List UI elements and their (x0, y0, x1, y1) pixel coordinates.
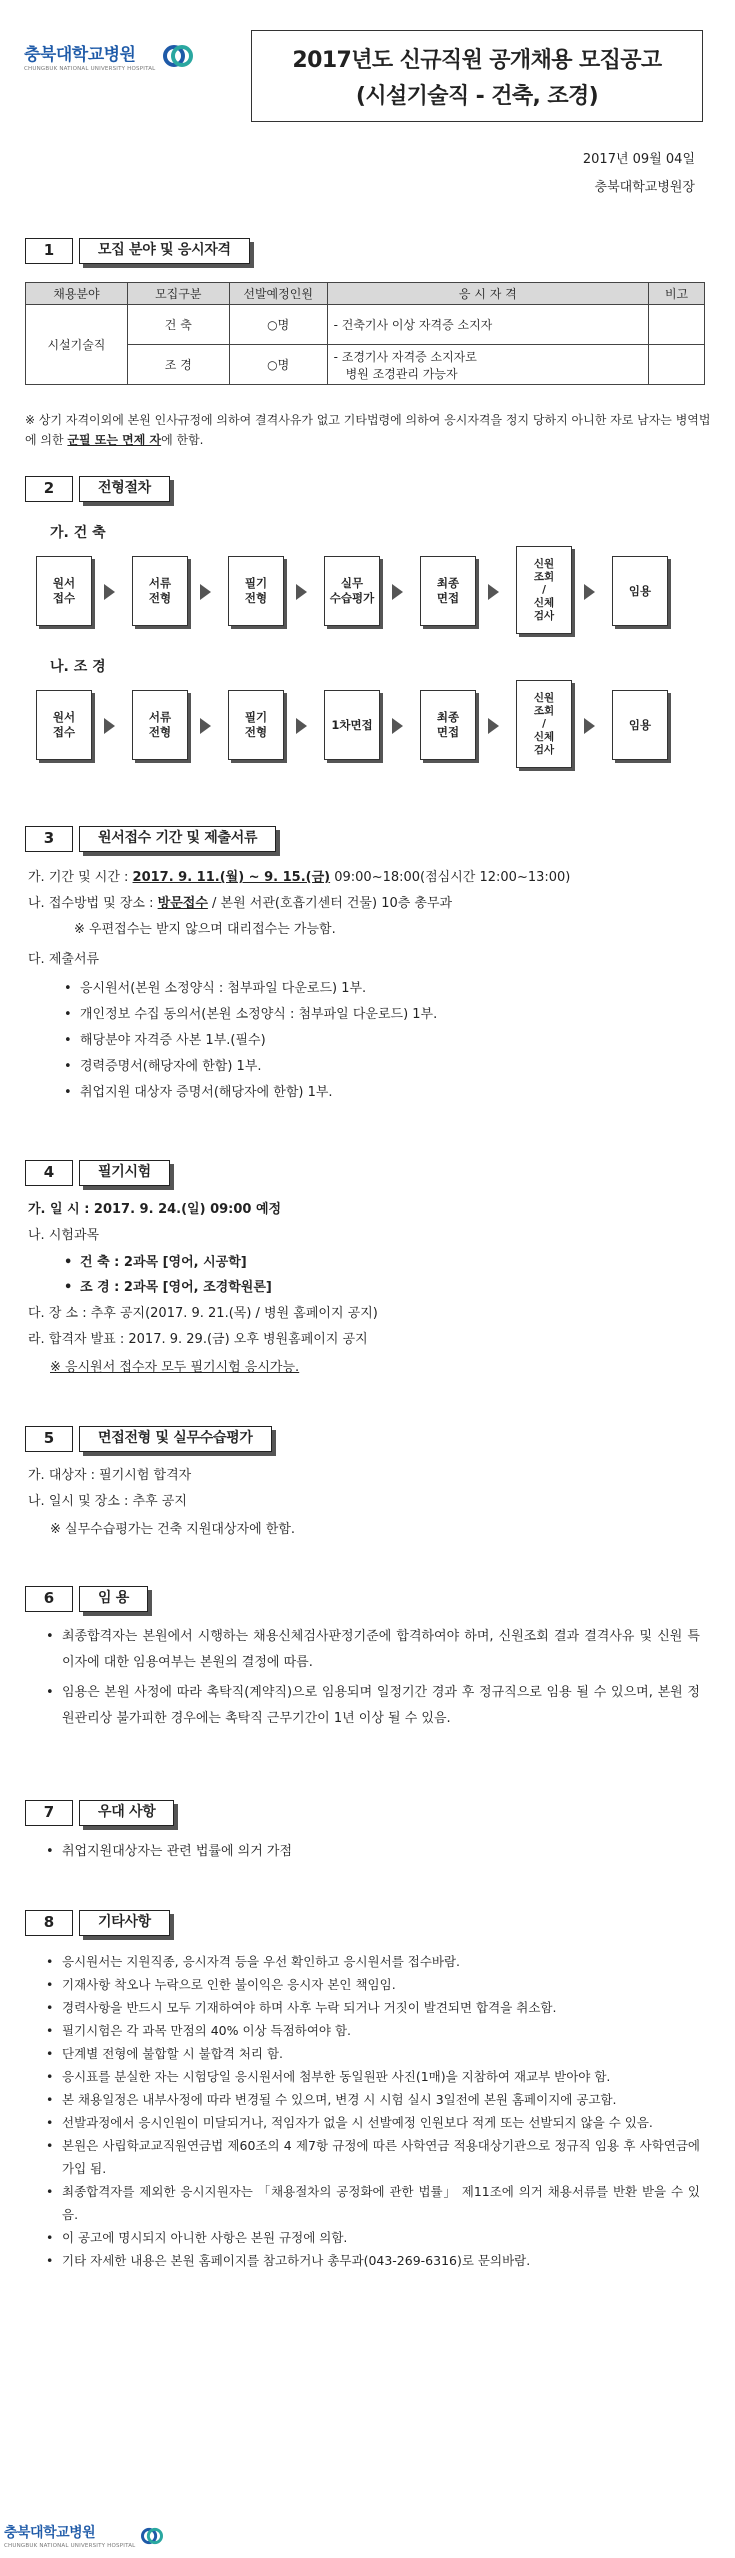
section-title: 임 용 (79, 1586, 148, 1612)
arrow-right-icon (488, 584, 499, 600)
note-cell (649, 345, 705, 385)
process-step: 원서 접수 (36, 556, 92, 626)
documents-label: 다. 제출서류 (28, 952, 100, 967)
list-item: • 개인정보 수집 동의서(본원 소정양식 : 첨부파일 다운로드) 1부. (62, 1002, 702, 1028)
process-step: 최종 면접 (420, 690, 476, 760)
list-item: • 선발과정에서 응시인원이 미달되거나, 적임자가 없을 시 선발예정 인원보다 적게 또는 선발되지 않을 수 있음. (44, 2111, 700, 2134)
process-step: 필기 전형 (228, 690, 284, 760)
section-3-header (25, 826, 276, 854)
footnote-text: 에 한함. (161, 433, 204, 447)
arrow-right-icon (392, 718, 403, 734)
process-step: 임용 (612, 556, 668, 626)
period-label: 가. 기간 및 시간 : (28, 870, 133, 885)
logo-name: 충북대학교병원 (4, 2525, 96, 2541)
section-number: 1 (25, 238, 73, 264)
signer: 충북대학교병원장 (594, 180, 695, 195)
arrow-right-icon (200, 718, 211, 734)
note-cell (649, 305, 705, 345)
period-value: 2017. 9. 11.(월) ~ 9. 15.(금) (132, 870, 331, 885)
announcement-date: 2017년 09월 04일 (582, 152, 695, 167)
list-item: • 응시표를 분실한 자는 시험당일 응시원서에 첨부한 동일원판 사진(1매)을 지참하여 재교부 받아야 함. (44, 2065, 700, 2088)
section-6-header (25, 1586, 148, 1614)
section-4-header (25, 1160, 170, 1188)
arrow-right-icon (296, 584, 307, 600)
method-label: 나. 접수방법 및 장소 : (28, 896, 158, 911)
eligibility-footnote (25, 410, 715, 450)
footer-logo (4, 2522, 163, 2549)
list-item: • 본 채용일정은 내부사정에 따라 변경될 수 있으며, 변경 시 시험 실시 3일전에 본원 홈페이지에 공고함. (44, 2088, 700, 2111)
list-item: • 경력증명서(해당자에 한함) 1부. (62, 1054, 702, 1080)
title-box (251, 30, 703, 122)
table-header: 선발예정인원 (229, 283, 327, 305)
preference-list (44, 1840, 700, 1864)
section-number: 4 (25, 1160, 73, 1186)
section-number: 3 (25, 826, 73, 852)
arrow-right-icon (488, 718, 499, 734)
list-item: • 기타 자세한 내용은 본원 홈페이지를 참고하거나 총무과(043-269-6316)로 문의바람. (44, 2249, 700, 2272)
test-date: 가. 일 시 : 2017. 9. 24.(일) 09:00 예정 (28, 1202, 282, 1217)
process-step: 신원 조회 / 신체 검사 (516, 680, 572, 768)
test-place: 다. 장 소 : 추후 공지(2017. 9. 21.(목) / 병원 홈페이지 공지) (28, 1306, 378, 1321)
logo-subtitle: CHUNGBUK NATIONAL UNIVERSITY HOSPITAL (4, 2543, 136, 2549)
list-item: • 이 공고에 명시되지 아니한 사항은 본원 규정에 의함. (44, 2226, 700, 2249)
section-title: 기타사항 (79, 1910, 170, 1936)
period-time: 09:00~18:00(점심시간 12:00~13:00) (330, 870, 571, 885)
section-number: 7 (25, 1800, 73, 1826)
field-cell: 시설기술직 (26, 305, 128, 385)
list-item: • 필기시험은 각 과목 만점의 40% 이상 득점하여야 함. (44, 2019, 700, 2042)
list-item: • 임용은 본원 사정에 따라 촉탁직(계약직)으로 임용되며 일정기간 경과 후 정규직으로 임용 될 수 있으며, 본원 정원관리상 불가피한 경우에는 촉탁직 근무기간이 1년 이상 될 수 있음. (44, 1680, 700, 1732)
section-2-header (25, 476, 170, 504)
arrow-right-icon (584, 718, 595, 734)
interview-target: 가. 대상자 : 필기시험 합격자 (28, 1468, 192, 1483)
page-header (0, 0, 735, 128)
section-number: 6 (25, 1586, 73, 1612)
qualification-cell (327, 345, 648, 385)
section-1-header (25, 238, 250, 266)
category-cell: 건 축 (127, 305, 229, 345)
process-step: 서류 전형 (132, 556, 188, 626)
arrow-right-icon (296, 718, 307, 734)
section-7-header (25, 1800, 174, 1828)
arrow-right-icon (104, 584, 115, 600)
section-title: 우대 사항 (79, 1800, 174, 1826)
section-number: 8 (25, 1910, 73, 1936)
footnote-emphasis: 군필 또는 면제 자 (67, 433, 162, 447)
table-header-row (26, 283, 705, 305)
table-header: 응 시 자 격 (327, 283, 648, 305)
table-row (26, 305, 705, 345)
documents-list (62, 976, 702, 1106)
appointment-list (44, 1624, 700, 1732)
method-rest: / 본원 서관(호흡기센터 건물) 10층 총무과 (207, 896, 453, 911)
list-item: • 최종합격자를 제외한 응시지원자는 「채용절차의 공정화에 관한 법률」 제11조에 의거 채용서류를 반환 받을 수 있음. (44, 2180, 700, 2226)
section-5-header (25, 1426, 272, 1454)
process-step: 서류 전형 (132, 690, 188, 760)
interview-note: ※ 실무수습평가는 건축 지원대상자에 한함. (50, 1522, 296, 1537)
list-item: • 취업지원 대상자 증명서(해당자에 한함) 1부. (62, 1080, 702, 1106)
hospital-emblem-icon (163, 41, 193, 71)
arrow-right-icon (584, 584, 595, 600)
list-item: • 기재사항 착오나 누락으로 인한 불이익은 응시자 본인 책임임. (44, 1973, 700, 1996)
section-title: 원서접수 기간 및 제출서류 (79, 826, 276, 852)
process-step: 최종 면접 (420, 556, 476, 626)
section-title: 전형절차 (79, 476, 170, 502)
application-method (28, 894, 452, 914)
logo-subtitle: CHUNGBUK NATIONAL UNIVERSITY HOSPITAL (24, 66, 156, 72)
section-number: 2 (25, 476, 73, 502)
process-step: 1차면접 (324, 690, 380, 760)
page-title: 2017년도 신규직원 공개채용 모집공고 (292, 48, 662, 73)
process-flow-architecture (36, 556, 716, 626)
process-step: 임용 (612, 690, 668, 760)
process-step: 원서 접수 (36, 690, 92, 760)
footnote-text: ※ 상기 자격이외에 본원 인사규정에 의하여 결격사유가 없고 기타법령에 의하여 응시자격을 정지 당하지 아니한 자로 남자는 병역법에 의한 (25, 413, 711, 447)
list-item: • 경력사항을 반드시 모두 기재하여야 하며 사후 누락 되거나 거짓이 발견되면 합격을 취소함. (44, 1996, 700, 2019)
count-cell: ○명 (229, 345, 327, 385)
qualification-line: 병원 조경관리 가능자 (345, 366, 458, 381)
section-title: 모집 분야 및 응시자격 (79, 238, 250, 264)
list-item: • 응시원서는 지원직종, 응시자격 등을 우선 확인하고 응시원서를 접수바람. (44, 1950, 700, 1973)
test-subjects-label: 나. 시험과목 (28, 1228, 100, 1243)
list-item: • 해당분야 자격증 사본 1부.(필수) (62, 1028, 702, 1054)
list-item: • 취업지원대상자는 관련 법률에 의거 가점 (44, 1840, 700, 1864)
method-value: 방문접수 (157, 896, 208, 911)
etc-list (44, 1950, 700, 2272)
list-item: • 단계별 전형에 불합할 시 불합격 처리 함. (44, 2042, 700, 2065)
hospital-emblem-icon (141, 2525, 163, 2547)
application-period (28, 868, 570, 888)
section-title: 면접전형 및 실무수습평가 (79, 1426, 272, 1452)
process-step: 실무 수습평가 (324, 556, 380, 626)
test-subjects-list (62, 1250, 662, 1300)
section-title: 필기시험 (79, 1160, 170, 1186)
table-header: 모집구분 (127, 283, 229, 305)
list-item: • 최종합격자는 본원에서 시행하는 채용신체검사판정기준에 합격하여야 하며, 신원조회 결과 결격사유 및 신원 특이자에 대한 임용여부는 본원의 결정에 따름. (44, 1624, 700, 1676)
list-item: • 건 축 : 2과목 [영어, 시공학] (62, 1250, 662, 1275)
method-note: ※ 우편접수는 받지 않으며 대리접수는 가능함. (74, 922, 336, 937)
table-row (26, 345, 705, 385)
hospital-logo (24, 40, 193, 72)
qualification-cell: - 건축기사 이상 자격증 소지자 (327, 305, 648, 345)
list-item: • 본원은 사립학교교직원연금법 제60조의 4 제7항 규정에 따른 사학연금 적용대상기관으로 정규직 임용 후 사학연금에 가입 됨. (44, 2134, 700, 2180)
logo-name: 충북대학교병원 (24, 45, 136, 65)
process-step: 신원 조회 / 신체 검사 (516, 546, 572, 634)
table-header: 비고 (649, 283, 705, 305)
section-8-header (25, 1910, 170, 1938)
page-subtitle: (시설기술직 - 건축, 조경) (355, 84, 599, 109)
arrow-right-icon (392, 584, 403, 600)
section-number: 5 (25, 1426, 73, 1452)
interview-schedule: 나. 일시 및 장소 : 추후 공지 (28, 1494, 187, 1509)
category-cell: 조 경 (127, 345, 229, 385)
list-item: • 응시원서(본원 소정양식 : 첨부파일 다운로드) 1부. (62, 976, 702, 1002)
list-item: • 조 경 : 2과목 [영어, 조경학원론] (62, 1275, 662, 1300)
arrow-right-icon (104, 718, 115, 734)
table-header: 채용분야 (26, 283, 128, 305)
qualification-line: - 조경기사 자격증 소지자로 (333, 349, 477, 364)
process-label-architecture: 가. 건 축 (50, 525, 106, 541)
process-label-landscape: 나. 조 경 (50, 659, 106, 675)
test-note: ※ 응시원서 접수자 모두 필기시험 응시가능. (50, 1360, 300, 1375)
process-step: 필기 전형 (228, 556, 284, 626)
process-flow-landscape (36, 690, 716, 760)
count-cell: ○명 (229, 305, 327, 345)
requirements-table (25, 282, 705, 385)
test-result: 라. 합격자 발표 : 2017. 9. 29.(금) 오후 병원홈페이지 공지 (28, 1332, 368, 1347)
arrow-right-icon (200, 584, 211, 600)
